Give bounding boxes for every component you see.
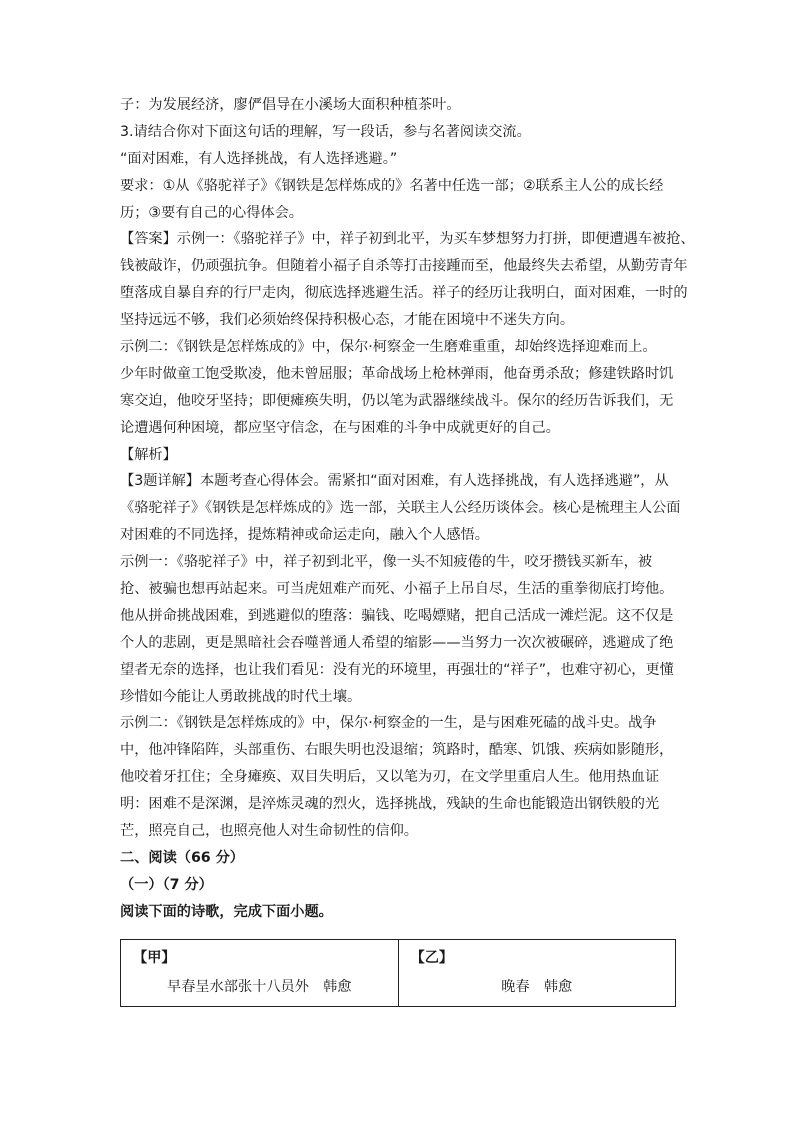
analysis-heading: 【解析】 bbox=[120, 446, 177, 463]
document-body bbox=[120, 92, 695, 926]
analysis-line: 示例一：《骆驼祥子》中，祥子初到北平，像一头不知疲倦的牛，咬牙攒钱买新车，被 bbox=[120, 554, 653, 571]
analysis-line: 抢、被骗也想再站起来。可当虎妞难产而死、小福子上吊自尽，生活的重拳彻底打垮他。 bbox=[120, 581, 674, 598]
answer-line: 堕落成自暴自弃的行尸走肉，彻底选择逃避生活。祥子的经历让我明白，面对困难，一时的 bbox=[120, 285, 688, 302]
analysis-line: 他咬着牙扛住；全身瘫痪、双目失明后，又以笔为刃，在文学里重启人生。他用热血证 bbox=[120, 769, 660, 786]
poem-table bbox=[120, 939, 676, 1007]
answer-line: 论遭遇何种困境，都应坚守信念，在与困难的斗争中成就更好的自己。 bbox=[120, 419, 560, 436]
analysis-line: 《骆驼祥子》《钢铁是怎样炼成的》选一部，关联主人公经历谈体会。核心是梳理主人公面 bbox=[120, 500, 681, 517]
requirements-line: 历；③要有自己的心得体会。 bbox=[120, 204, 303, 221]
answer-line: 【答案】示例一：《骆驼祥子》中，祥子初到北平，为买车梦想努力打拼，即便遭遇车被抢、 bbox=[120, 231, 695, 248]
poem-cell-yi bbox=[398, 940, 676, 1007]
subsection-heading: （一）（7 分） bbox=[120, 876, 213, 893]
answer-line: 坚持远远不够，我们必须始终保持积极心态，才能在困境中不迷失方向。 bbox=[120, 312, 575, 329]
analysis-line: 个人的悲剧，更是黑暗社会吞噬普通人希望的缩影——当努力一次次被碾碎，逃避成了绝 bbox=[120, 634, 674, 651]
poem-table-row bbox=[121, 940, 676, 1007]
text-line: 子：为发展经济，廖俨倡导在小溪场大面积种植茶叶。 bbox=[120, 97, 461, 113]
analysis-line: 明：困难不是深渊，是淬炼灵魂的烈火，选择挑战，残缺的生命也能锻造出钢铁般的光 bbox=[120, 796, 660, 813]
answer-line: 少年时做童工饱受欺凌，他未曾屈服；革命战场上枪林弹雨，他奋勇杀敌；修建铁路时饥 bbox=[120, 365, 674, 382]
analysis-line: 芒，照亮自己，也照亮他人对生命韧性的信仰。 bbox=[120, 823, 418, 840]
analysis-line: 【3题详解】本题考查心得体会。需紧扣“面对困难，有人选择挑战，有人选择逃避”，从 bbox=[120, 473, 669, 490]
answer-line: 示例二：《钢铁是怎样炼成的》中，保尔·柯察金一生磨难重重，却始终选择迎难而上。 bbox=[120, 339, 657, 356]
answer-line: 寒交迫，他咬牙坚持；即便瘫痪失明，仍以笔为武器继续战斗。保尔的经历告诉我们，无 bbox=[120, 392, 674, 409]
analysis-line: 对困难的不同选择，提炼精神或命运走向，融入个人感悟。 bbox=[120, 527, 489, 544]
instruction-line: 阅读下面的诗歌，完成下面小题。 bbox=[120, 903, 333, 920]
poem-title-yi: 晚春 韩愈 bbox=[501, 979, 573, 995]
question-3-prompt: 3.请结合你对下面这句话的理解，写一段话，参与名著阅读交流。 bbox=[120, 123, 531, 140]
quote-line: “面对困难，有人选择挑战，有人选择逃避。” bbox=[120, 150, 398, 167]
poem-tag-yi: 【乙】 bbox=[410, 950, 454, 966]
requirements-line: 要求：①从《骆驼祥子》《钢铁是怎样炼成的》名著中任选一部；②联系主人公的成长经 bbox=[120, 177, 664, 194]
analysis-line: 珍惜如今能让人勇敢挑战的时代土壤。 bbox=[120, 688, 362, 705]
answer-line: 钱被敲诈，仍顽强抗争。但随着小福子自杀等打击接踵而至，他最终失去希望，从勤劳青年 bbox=[120, 258, 688, 275]
analysis-line: 望者无奈的选择，也让我们看见：没有光的环境里，再强壮的“祥子”，也难守初心，更懂 bbox=[120, 661, 674, 678]
poem-cell-jia bbox=[121, 940, 399, 1007]
poem-title-jia: 早春呈水部张十八员外 韩愈 bbox=[167, 979, 352, 995]
poem-tag-jia: 【甲】 bbox=[133, 950, 176, 966]
section-heading: 二、阅读（66 分） bbox=[120, 849, 244, 866]
analysis-line: 中，他冲锋陷阵，头部重伤、右眼失明也没退缩；筑路时，酷寒、饥饿、疾病如影随形， bbox=[120, 742, 674, 759]
analysis-line: 示例二：《钢铁是怎样炼成的》中，保尔·柯察金的一生，是与困难死磕的战斗史。战争 bbox=[120, 715, 657, 732]
analysis-line: 他从拼命挑战困难，到逃避似的堕落：骗钱、吃喝嫖赌，把自己活成一滩烂泥。这不仅是 bbox=[120, 607, 674, 624]
